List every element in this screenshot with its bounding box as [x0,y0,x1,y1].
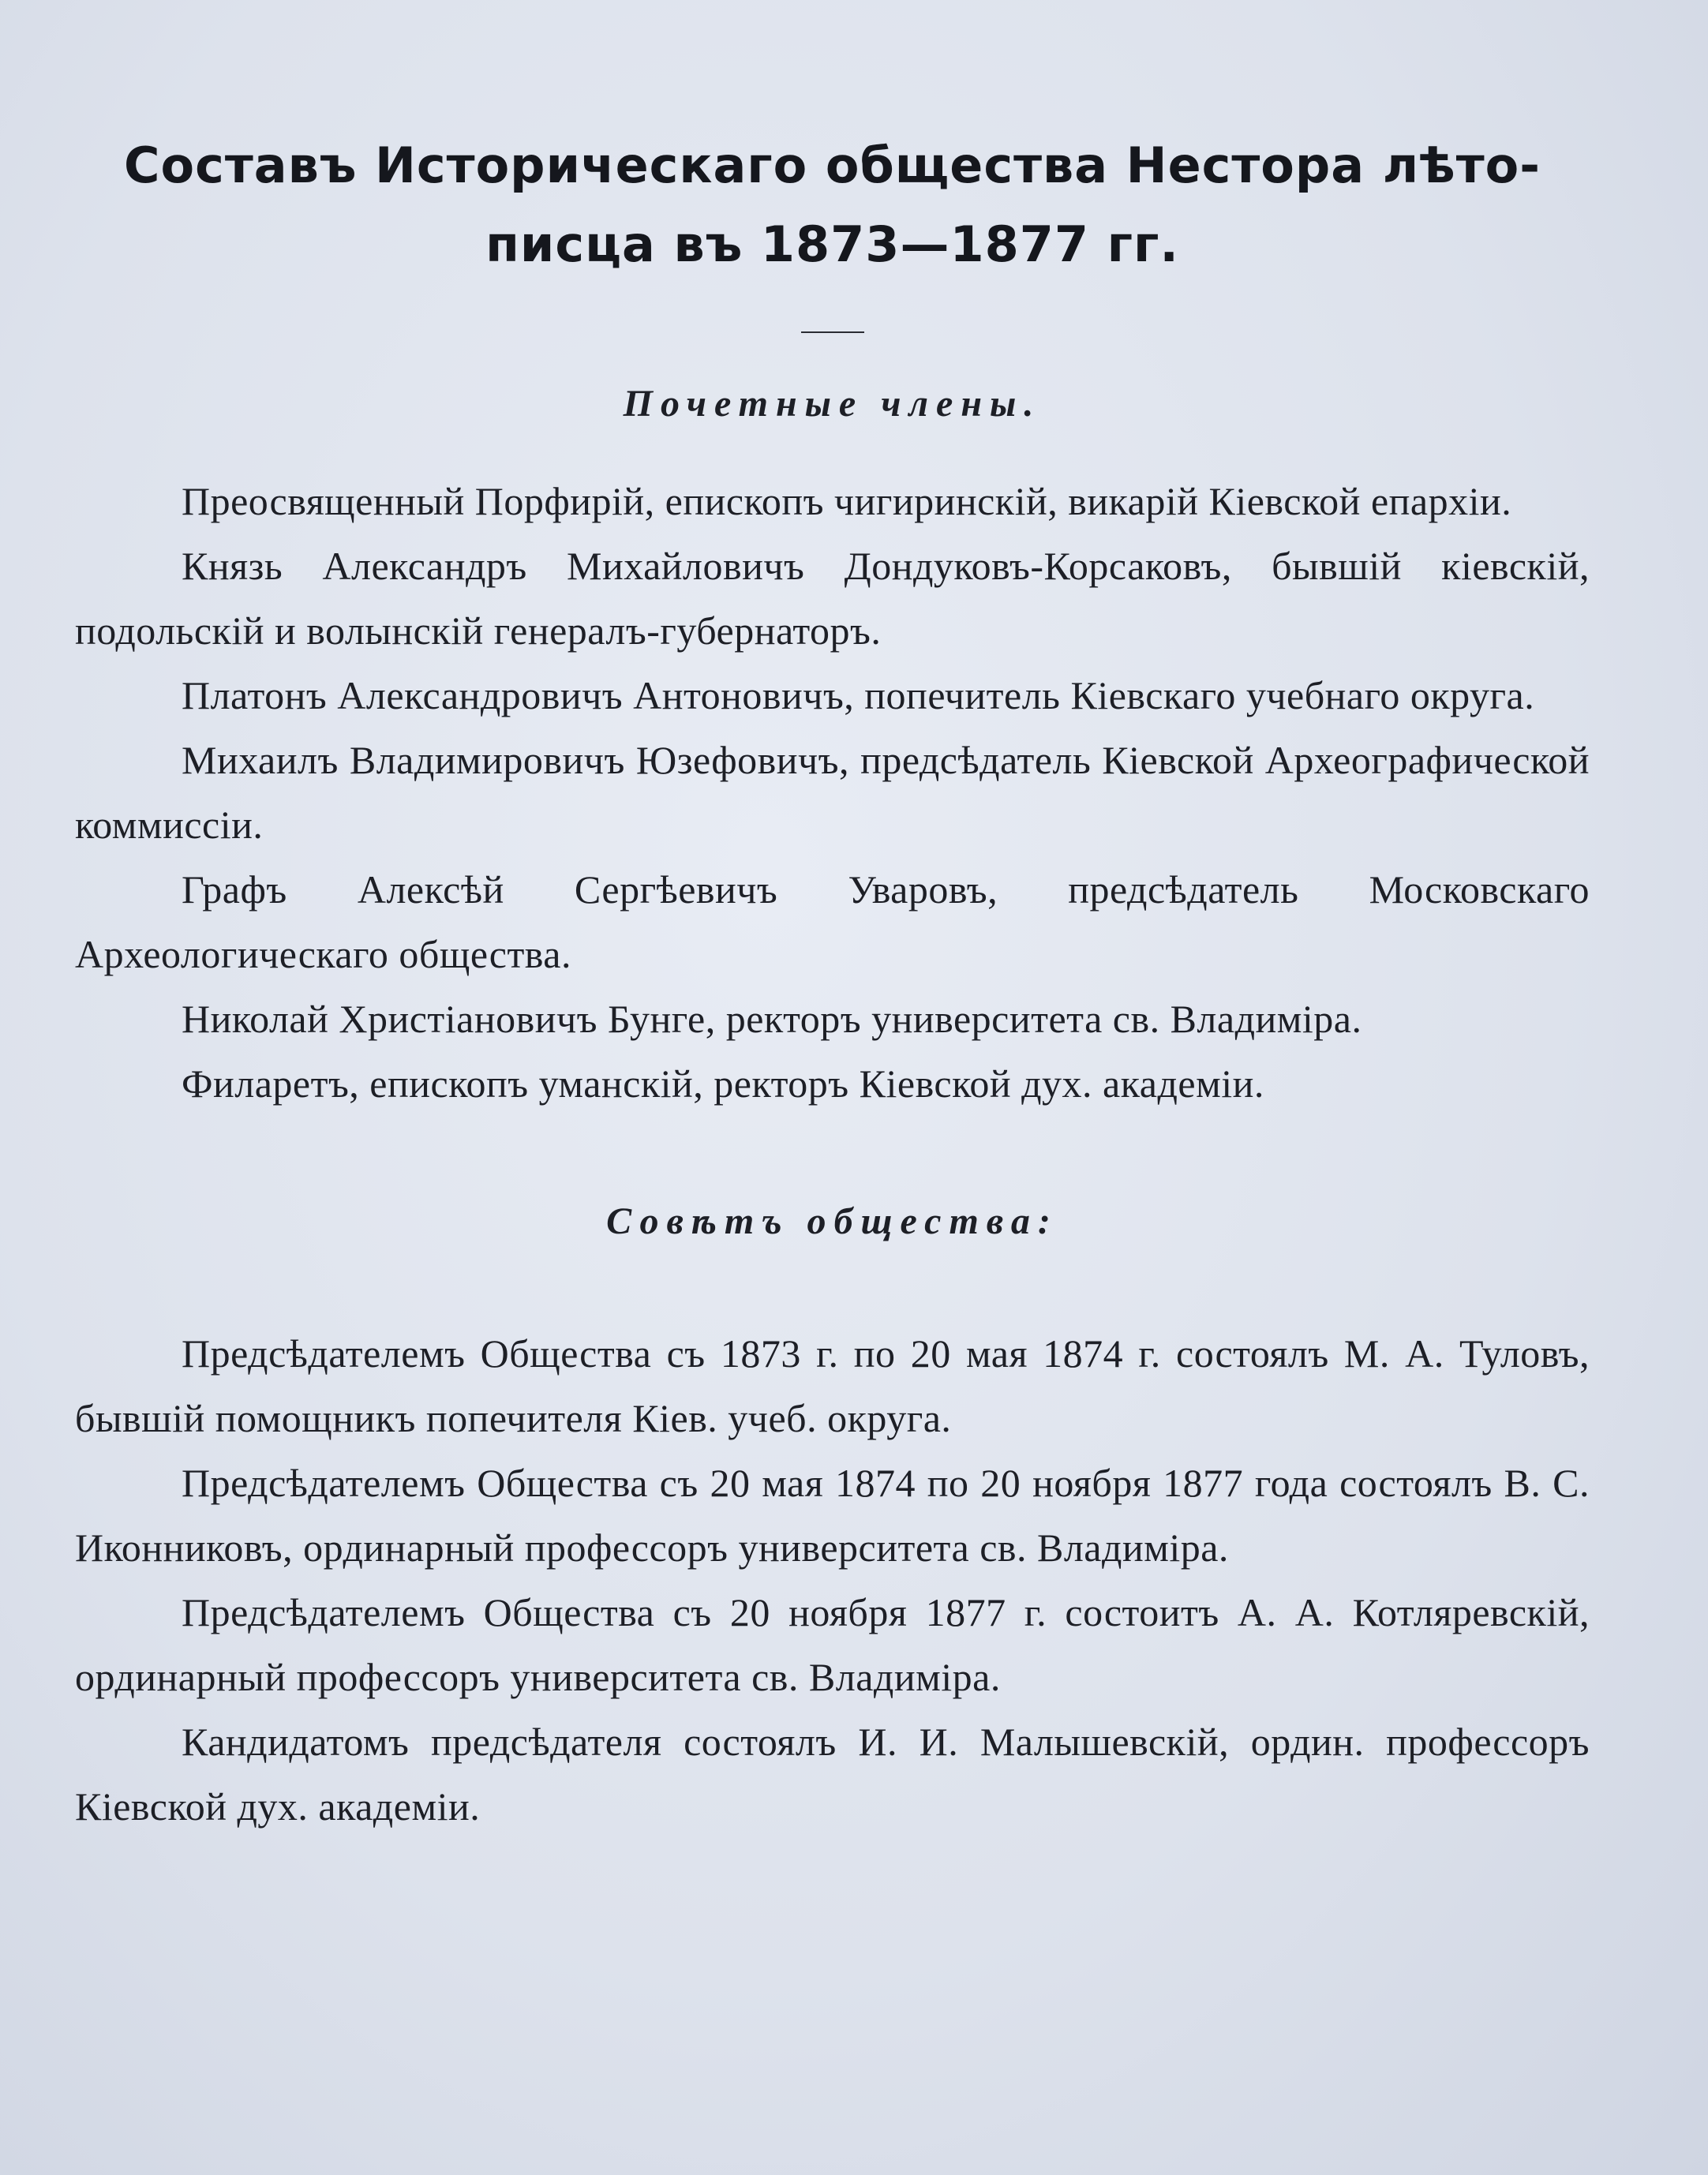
title-line-2: писца въ 1873—1877 гг. [485,215,1179,273]
council-entry: Предсѣдателемъ Общества съ 20 ноября 1877 г. состоитъ А. А. Котляревскій, ординарный профессоръ университета св. Владиміра. [75,1590,1590,1699]
council-entry: Кандидатомъ предсѣдателя состоялъ И. И. Малышевскій, ордин. профессоръ Кіевской дух. академіи. [75,1720,1590,1829]
council-heading: Совѣтъ общества: [606,1200,1058,1242]
council-entry: Предсѣдателемъ Общества съ 1873 г. по 20 мая 1874 г. состоялъ М. А. Туловъ, бывшій помощникъ попечителя Кіев. учеб. округа. [75,1331,1590,1440]
honorary-members-heading: Почетные члены. [623,383,1042,425]
council-section [75,1198,1590,1839]
honorary-member-entry: Михаилъ Владимировичъ Юзефовичъ, предсѣдатель Кіевской Археографической коммиссіи. [75,738,1590,847]
honorary-member-entry: Николай Христіановичъ Бунге, ректоръ университета св. Владиміра. [182,997,1362,1041]
honorary-member-entry: Филаретъ, епископъ уманскій, ректоръ Кіевской дух. академіи. [182,1061,1264,1106]
title-divider [801,331,864,333]
council-entry: Предсѣдателемъ Общества съ 20 мая 1874 по 20 ноября 1877 года состоялъ В. С. Иконниковъ, ординарный профессоръ университета св. Владиміра. [75,1461,1590,1570]
honorary-member-entry: Князь Александръ Михайловичъ Дондуковъ-Корсаковъ, бывшій кіевскій, подольскій и волынскій генералъ-губернаторъ. [75,544,1590,653]
title-line-1: Составъ Историческаго общества Нестора лѣто- [123,137,1541,194]
page-title [75,126,1590,284]
honorary-member-entry: Графъ Алексѣй Сергѣевичъ Уваровъ, предсѣдатель Московскаго Археологическаго общества. [75,867,1590,976]
honorary-members-section [75,380,1590,1116]
honorary-member-entry: Преосвященный Порфирій, епископъ чигиринскій, викарій Кіевской епархіи. [182,479,1512,523]
honorary-member-entry: Платонъ Александровичъ Антоновичъ, попечитель Кіевскаго учебнаго округа. [182,673,1535,717]
